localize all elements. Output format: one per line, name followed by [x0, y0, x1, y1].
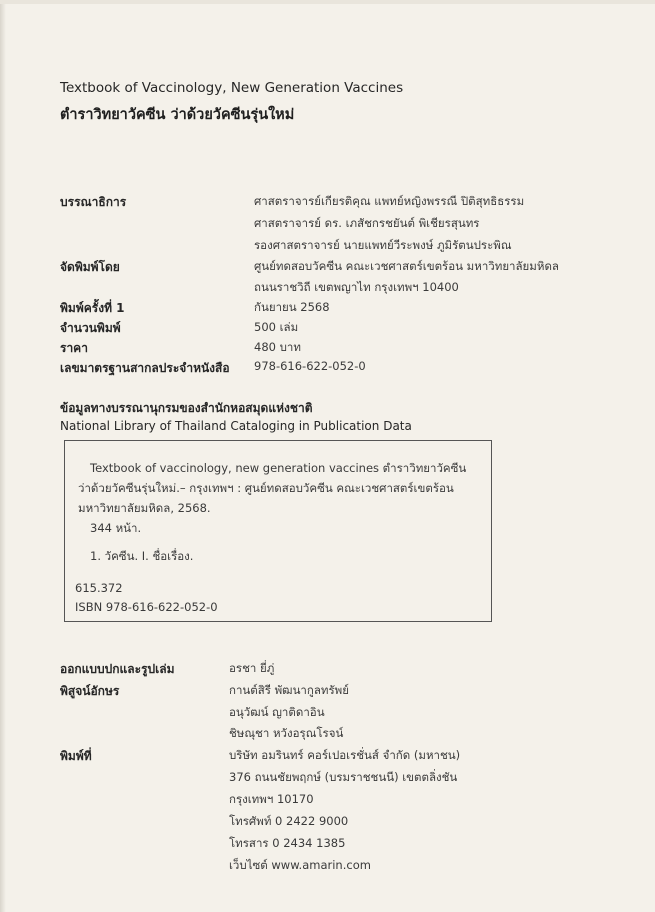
price-value: 480 บาท: [254, 340, 301, 354]
publisher-label: จัดพิมพ์โดย: [60, 260, 120, 274]
proofreader-name: อนุวัฒน์ ญาติดาอิน: [229, 705, 325, 719]
cip-entry-line: Textbook of vaccinology, new generation vaccines ตำราวิทยาวัคซีน: [90, 461, 467, 475]
proofreaders-label: พิสูจน์อักษร: [60, 684, 120, 698]
proofreader-name: ชิษณุชา หวังอรุณโรจน์: [229, 726, 344, 740]
printer-line: โทรศัพท์ 0 2422 9000: [229, 814, 349, 828]
scan-shadow-left: [0, 0, 6, 912]
cip-heading-english: National Library of Thailand Cataloging in Publication Data: [60, 419, 412, 433]
printer-website: เว็บไซต์ www.amarin.com: [229, 858, 371, 872]
cip-record-box: [64, 440, 492, 622]
cip-subjects: 1. วัคซีน. I. ชื่อเรื่อง.: [90, 549, 194, 563]
cip-class-number: 615.372: [75, 581, 123, 595]
design-label: ออกแบบปกและรูปเล่ม: [60, 662, 175, 676]
printer-line: โทรสาร 0 2434 1385: [229, 836, 346, 850]
publisher-line: ถนนราชวิถี เขตพญาไท กรุงเทพฯ 10400: [254, 280, 459, 294]
proofreader-name: กานต์สิรี พัฒนากูลทรัพย์: [229, 683, 349, 697]
printer-line: 376 ถนนชัยพฤกษ์ (บรมราชชนนี) เขตตลิ่งชัน: [229, 770, 458, 784]
editor-line: ศาสตราจารย์ ดร. เภสัชกรชยันต์ พิเชียรสุนทร: [254, 216, 480, 230]
cip-entry-line: มหาวิทยาลัยมหิดล, 2568.: [78, 501, 211, 515]
editors-label: บรรณาธิการ: [60, 195, 127, 209]
cip-entry-line: 344 หน้า.: [90, 521, 142, 535]
edition-value: กันยายน 2568: [254, 300, 330, 314]
price-label: ราคา: [60, 341, 88, 355]
publisher-line: ศูนย์ทดสอบวัคซีน คณะเวชศาสตร์เขตร้อน มหาวิทยาลัยมหิดล: [254, 259, 559, 273]
book-title-thai: ตำราวิทยาวัคซีน ว่าด้วยวัคซีนรุ่นใหม่: [60, 107, 295, 123]
copies-value: 500 เล่ม: [254, 320, 299, 334]
copies-label: จำนวนพิมพ์: [60, 321, 121, 335]
isbn-label: เลขมาตรฐานสากลประจำหนังสือ: [60, 361, 230, 375]
editor-line: ศาสตราจารย์เกียรติคุณ แพทย์หญิงพรรณี ปิติสุทธิธรรม: [254, 194, 525, 208]
editor-line: รองศาสตราจารย์ นายแพทย์วีระพงษ์ ภูมิรัตนประพิณ: [254, 238, 512, 252]
design-value: อรชา ยี่ภู่: [229, 661, 275, 675]
cip-heading-thai: ข้อมูลทางบรรณานุกรมของสำนักหอสมุดแห่งชาติ: [60, 401, 313, 415]
printer-label: พิมพ์ที่: [60, 749, 92, 763]
book-title-english: Textbook of Vaccinology, New Generation Vaccines: [60, 80, 404, 96]
isbn-value: 978-616-622-052-0: [254, 359, 366, 373]
printer-line: กรุงเทพฯ 10170: [229, 792, 314, 806]
printer-line: บริษัท อมรินทร์ คอร์เปอเรชั่นส์ จำกัด (มหาชน): [229, 748, 461, 762]
edition-label: พิมพ์ครั้งที่ 1: [60, 301, 125, 315]
cip-isbn: ISBN 978-616-622-052-0: [75, 600, 218, 614]
cip-entry-line: ว่าด้วยวัคซีนรุ่นใหม่.– กรุงเทพฯ : ศูนย์ทดสอบวัคซีน คณะเวชศาสตร์เขตร้อน: [78, 481, 454, 495]
scan-shadow-top: [0, 0, 655, 4]
